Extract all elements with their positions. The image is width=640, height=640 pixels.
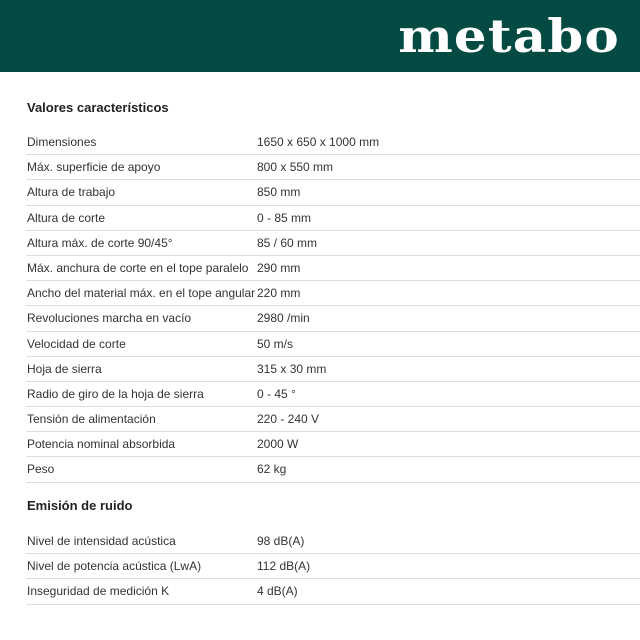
metabo-logo: metabo (398, 9, 620, 63)
row-label: Velocidad de corte (27, 336, 126, 351)
table-row (26, 306, 640, 331)
row-label: Radio de giro de la hoja de sierra (27, 386, 204, 401)
table-row (26, 256, 640, 281)
row-label: Altura de trabajo (27, 185, 116, 200)
row-label: Nivel de intensidad acústica (27, 534, 176, 548)
row-label: Hoja de sierra (27, 361, 102, 376)
row-label: Máx. superficie de apoyo (27, 160, 161, 175)
row-value: 0 - 45 ° (257, 386, 296, 401)
table-row (26, 407, 640, 432)
row-value: 4 dB(A) (257, 584, 298, 599)
table-row (26, 206, 640, 231)
table-row (26, 554, 640, 579)
table-row (26, 332, 640, 357)
row-value: 0 - 85 mm (257, 210, 312, 225)
row-value: 220 - 240 V (257, 412, 320, 427)
row-label: Altura máx. de corte 90/45° (27, 235, 173, 250)
row-value: 85 / 60 mm (257, 235, 318, 250)
row-label: Revoluciones marcha en vacío (27, 311, 192, 326)
row-value: 315 x 30 mm (257, 361, 327, 376)
table-row (26, 457, 640, 482)
table-row (26, 155, 640, 180)
table-row (26, 130, 640, 155)
table-row (26, 357, 640, 382)
table-row (26, 281, 640, 306)
section-title-characteristics: Valores característicos (27, 100, 169, 115)
table-row (26, 180, 640, 205)
table-row (26, 231, 640, 256)
section-title-noise-emission: Emisión de ruido (27, 498, 133, 513)
row-value: 2000 W (257, 437, 299, 452)
table-row (26, 432, 640, 457)
row-value: 1650 x 650 x 1000 mm (257, 135, 380, 149)
row-value: 98 dB(A) (257, 534, 305, 548)
row-value: 2980 /min (257, 311, 310, 326)
brand-header (0, 0, 640, 72)
row-value: 112 dB(A) (257, 559, 311, 574)
row-value: 290 mm (257, 260, 301, 275)
row-value: 62 kg (257, 462, 287, 477)
row-label: Potencia nominal absorbida (27, 437, 176, 452)
row-label: Peso (27, 462, 55, 477)
table-row (26, 579, 640, 604)
row-value: 850 mm (257, 185, 301, 200)
row-value: 50 m/s (257, 336, 294, 351)
spec-table-characteristics (26, 130, 640, 483)
table-row (26, 529, 640, 554)
table-row (26, 382, 640, 407)
row-label: Nivel de potencia acústica (LwA) (27, 559, 202, 574)
row-label: Máx. anchura de corte en el tope paralelo (27, 260, 249, 275)
row-value: 800 x 550 mm (257, 160, 334, 175)
spec-table-noise-emission (26, 529, 640, 605)
row-label: Ancho del material máx. en el tope angular (27, 286, 256, 301)
row-label: Inseguridad de medición K (27, 584, 170, 599)
row-label: Dimensiones (27, 135, 97, 149)
row-label: Altura de corte (27, 210, 106, 225)
row-label: Tensión de alimentación (27, 412, 156, 427)
row-value: 220 mm (257, 286, 301, 301)
